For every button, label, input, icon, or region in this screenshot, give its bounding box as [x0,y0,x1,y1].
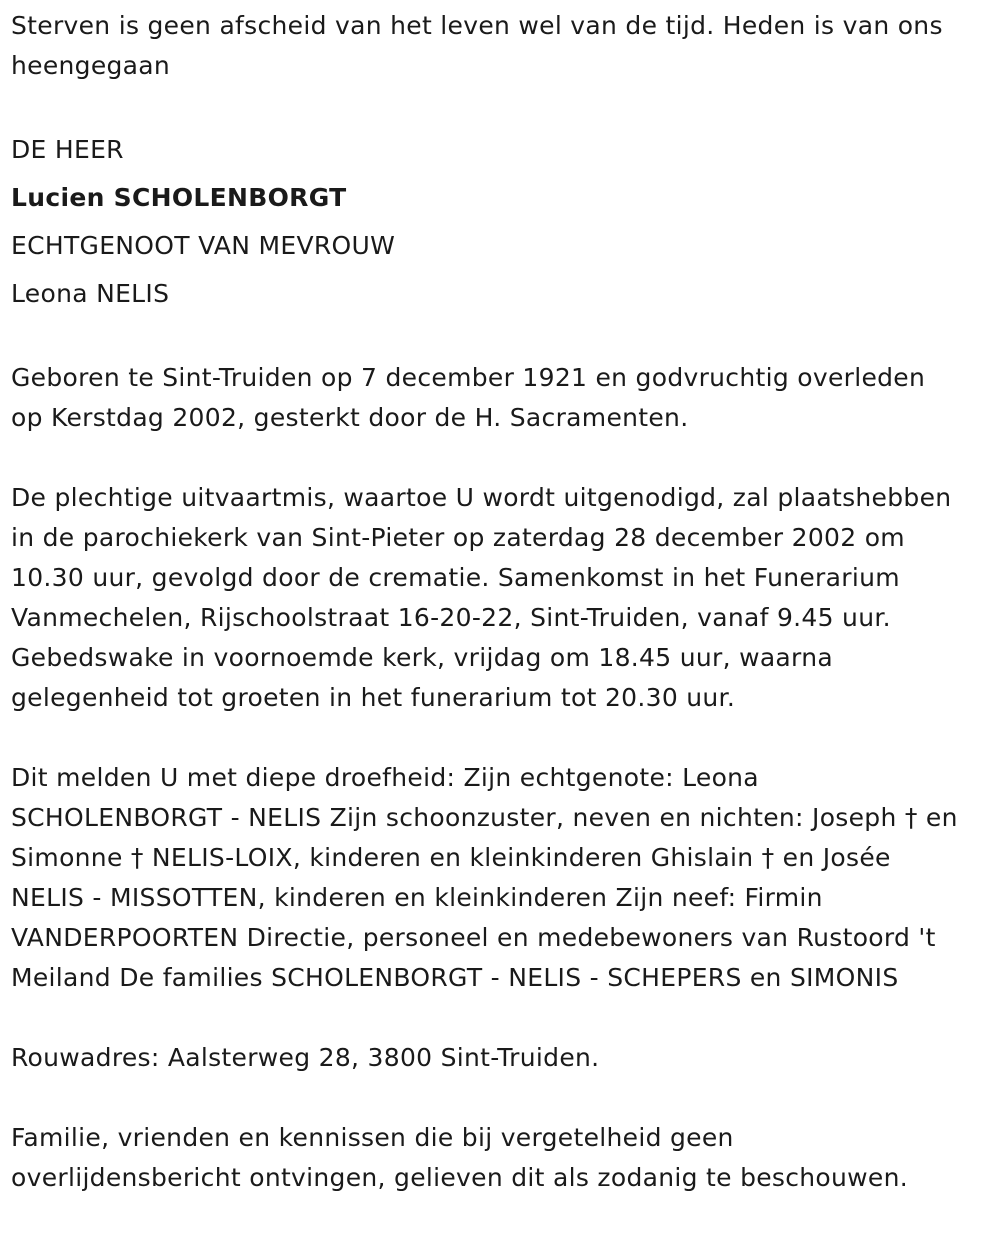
mourners-line: Meiland De families SCHOLENBORGT - NELIS - SCHEPERS en SIMONIS [11,963,899,992]
intro-line: heengegaan [11,51,171,80]
intro-line: Sterven is geen afscheid van het leven wel van de tijd. Heden is van ons [11,11,943,40]
birth-line: Geboren te Sint-Truiden op 7 december 1921 en godvruchtig overleden [11,363,926,392]
mourners-line: VANDERPOORTEN Directie, personeel en medebewoners van Rustoord 't [11,923,936,952]
deceased-block [11,126,986,318]
birth-paragraph [11,358,986,438]
mourners-line: NELIS - MISSOTTEN, kinderen en kleinkinderen Zijn neef: Firmin [11,883,823,912]
deceased-name: Lucien SCHOLENBORGT [11,183,347,212]
spouse-name: Leona NELIS [11,279,170,308]
mourners-line: Dit melden U met diepe droefheid: Zijn echtgenote: Leona [11,763,759,792]
funeral-line: 10.30 uur, gevolgd door de crematie. Samenkomst in het Funerarium [11,563,900,592]
closing-paragraph [11,1118,986,1198]
birth-line: op Kerstdag 2002, gesterkt door de H. Sacramenten. [11,403,689,432]
mourners-line: Simonne † NELIS-LOIX, kinderen en kleinkinderen Ghislain † en Josée [11,843,891,872]
funeral-paragraph [11,478,986,718]
deceased-title: DE HEER [11,135,124,164]
funeral-line: De plechtige uitvaartmis, waartoe U wordt uitgenodigd, zal plaatshebben [11,483,952,512]
intro-paragraph [11,6,986,86]
address-line: Rouwadres: Aalsterweg 28, 3800 Sint-Truiden. [11,1043,600,1072]
funeral-line: gelegenheid tot groeten in het funerarium tot 20.30 uur. [11,683,736,712]
funeral-line: in de parochiekerk van Sint-Pieter op zaterdag 28 december 2002 om [11,523,905,552]
mourners-paragraph [11,758,986,998]
deceased-relation: ECHTGENOOT VAN MEVROUW [11,231,396,260]
closing-line: overlijdensbericht ontvingen, gelieven dit als zodanig te beschouwen. [11,1163,908,1192]
funeral-line: Gebedswake in voornoemde kerk, vrijdag om 18.45 uur, waarna [11,643,833,672]
death-notice [11,6,986,1238]
mourners-line: SCHOLENBORGT - NELIS Zijn schoonzuster, neven en nichten: Joseph † en [11,803,958,832]
funeral-line: Vanmechelen, Rijschoolstraat 16-20-22, Sint-Truiden, vanaf 9.45 uur. [11,603,891,632]
closing-line: Familie, vrienden en kennissen die bij vergetelheid geen [11,1123,734,1152]
address-paragraph [11,1038,986,1078]
